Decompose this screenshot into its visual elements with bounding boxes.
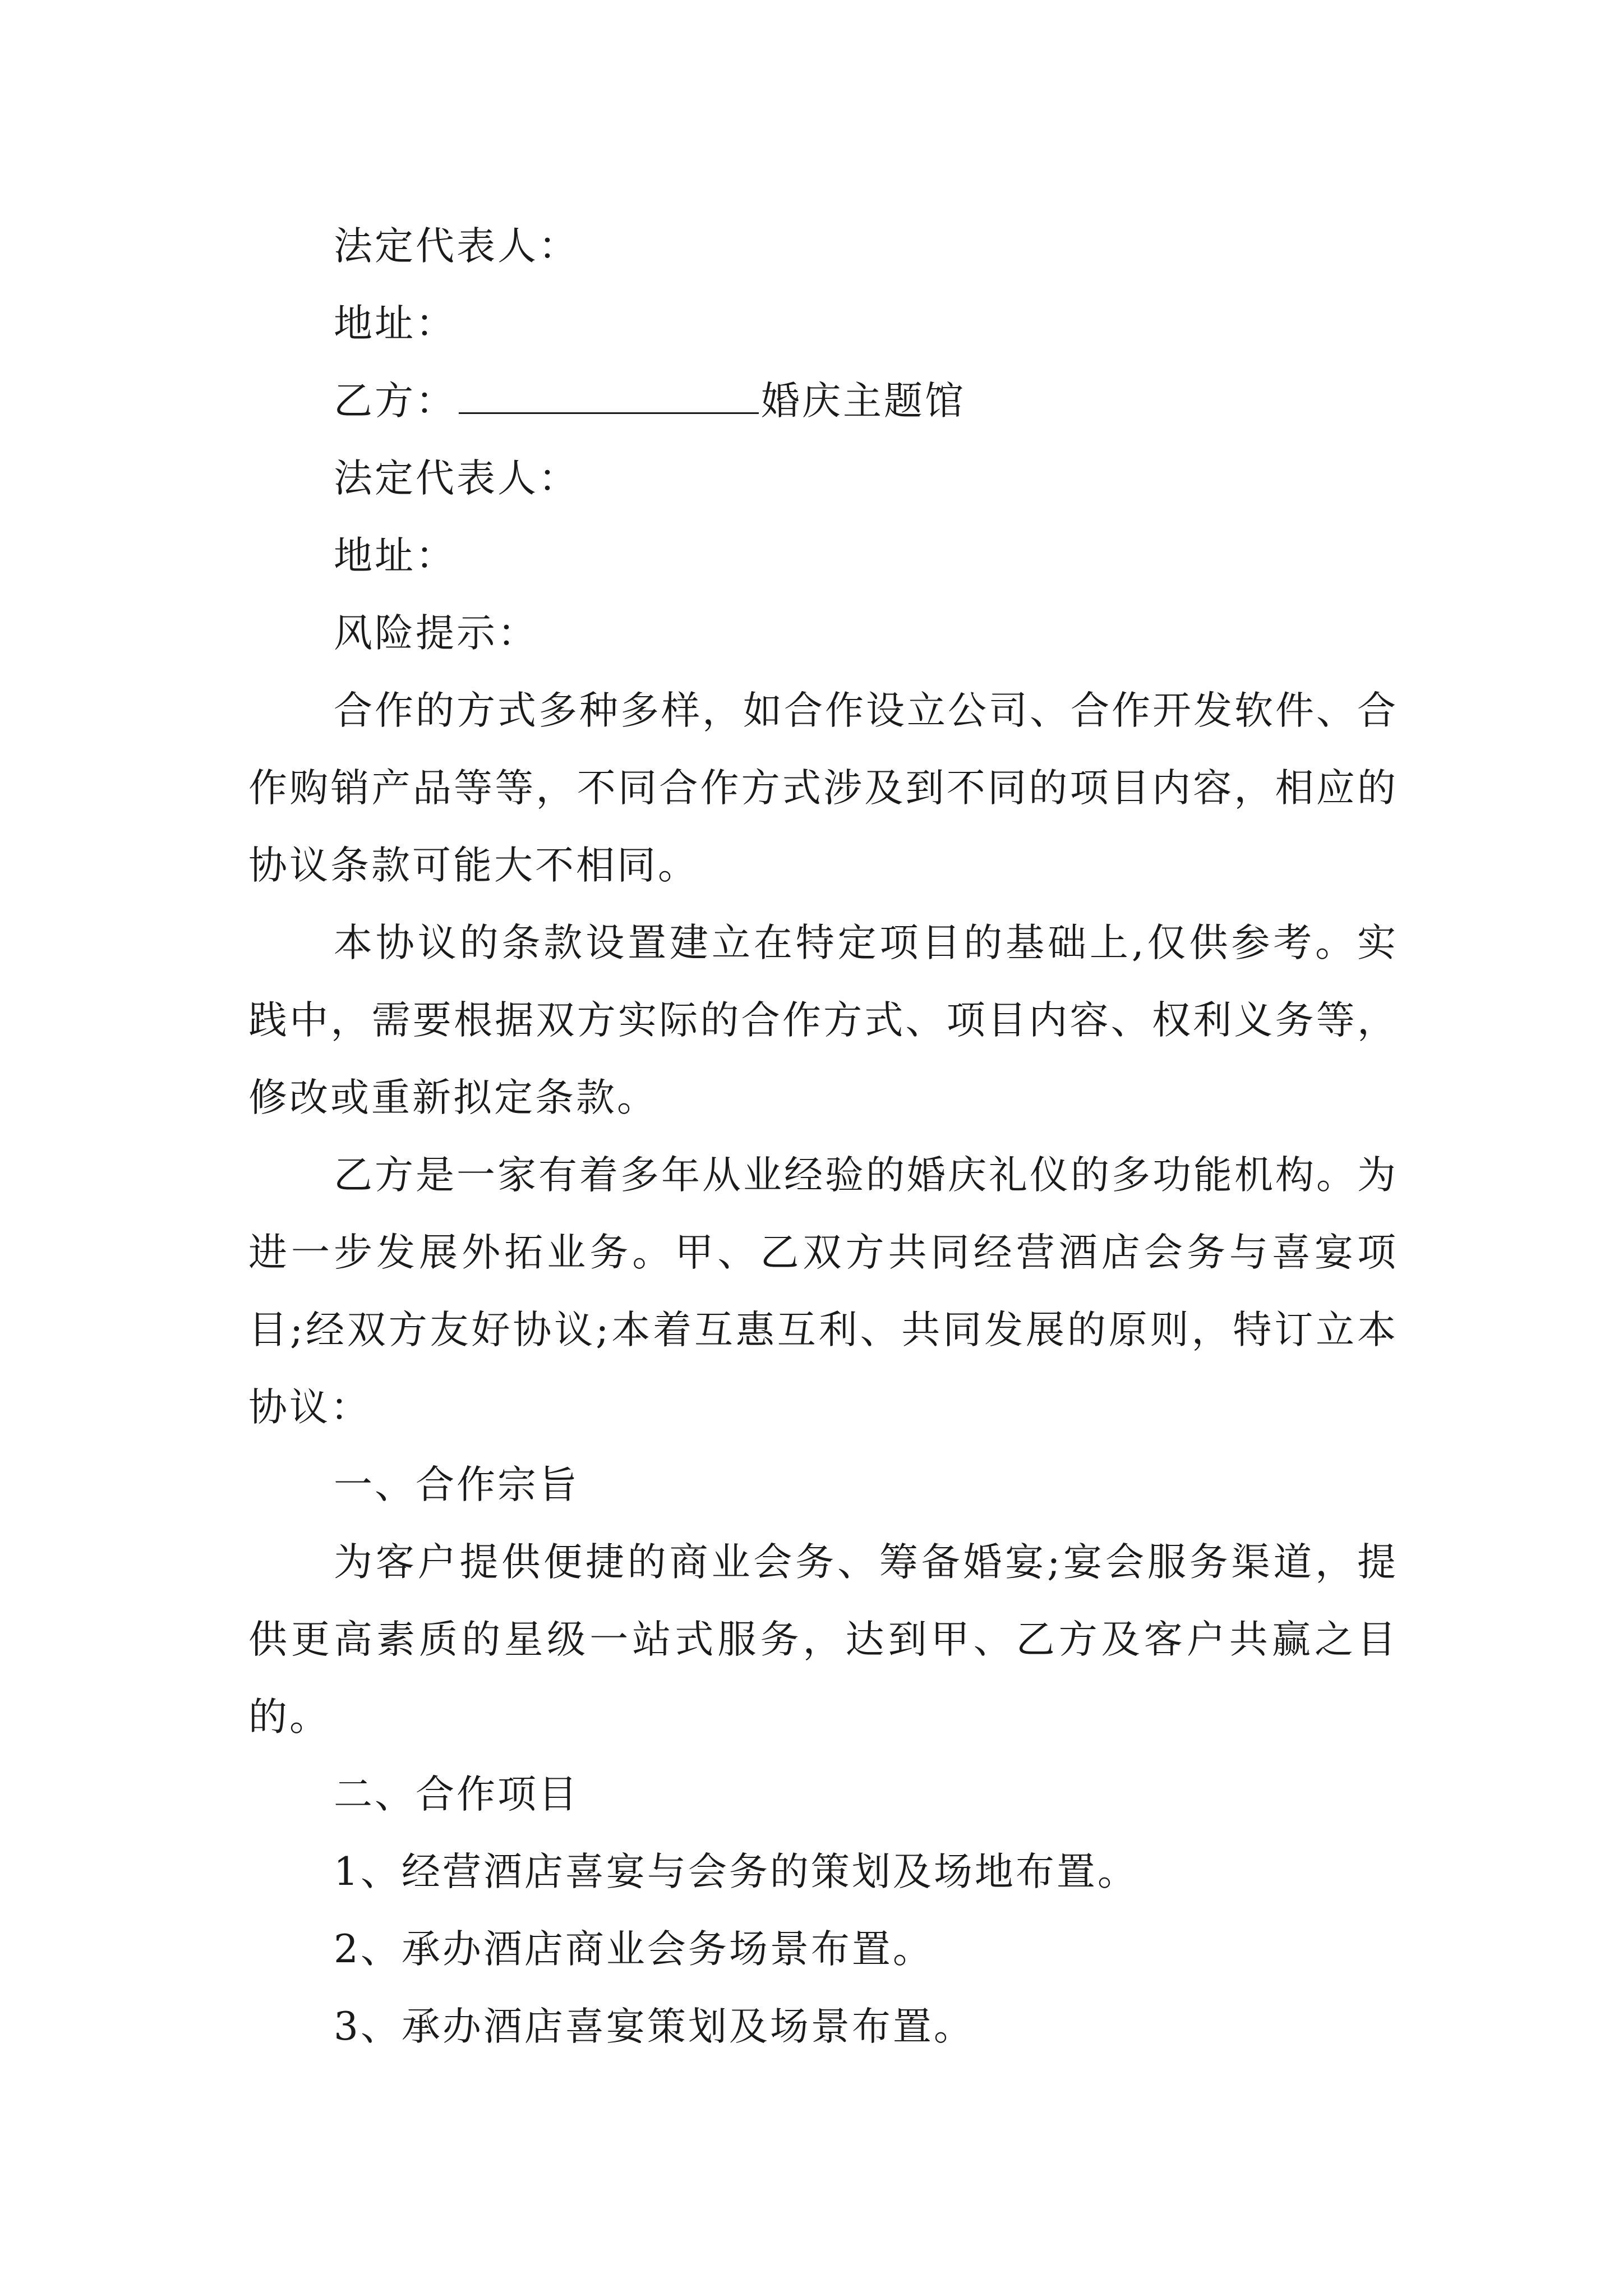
risk-notice-paragraph-2: 本协议的条款设置建立在特定项目的基础上,仅供参考。实践中，需要根据双方实际的合作方式、项目内容、权利义务等，修改或重新拟定条款。 <box>248 921 1398 1120</box>
party-b-label: 乙方： <box>334 379 457 424</box>
party-b-line <box>248 362 1398 440</box>
intro-paragraph: 乙方是一家有着多年从业经验的婚庆礼仪的多功能机构。为进一步发展外拓业务。甲、乙双方共同经营酒店会务与喜宴项目;经双方友好协议;本着互惠互利、共同发展的原则，特订立本协议： <box>248 1153 1398 1430</box>
party-b-legal-rep-label: 法定代表人： <box>334 456 579 501</box>
party-b-name-blank <box>459 379 759 414</box>
section-1-heading: 一、合作宗旨 <box>334 1462 579 1507</box>
section-2-item-3: 3、承办酒店喜宴策划及场景布置。 <box>334 2004 975 2049</box>
party-a-legal-rep-label: 法定代表人： <box>334 224 579 269</box>
risk-notice-heading: 风险提示： <box>334 611 538 656</box>
party-a-address-label: 地址： <box>334 301 457 346</box>
document-body <box>248 208 1398 2065</box>
section-2-item-1: 1、经营酒店喜宴与会务的策划及场地布置。 <box>334 1849 1138 1894</box>
party-b-name-suffix: 婚庆主题馆 <box>761 379 966 424</box>
risk-notice-paragraph-1: 合作的方式多种多样，如合作设立公司、合作开发软件、合作购销产品等等，不同合作方式涉及到不同的项目内容，相应的协议条款可能大不相同。 <box>248 688 1398 888</box>
section-1-paragraph: 为客户提供便捷的商业会务、筹备婚宴;宴会服务渠道，提供更高素质的星级一站式服务，达到甲、乙方及客户共赢之目的。 <box>248 1540 1398 1740</box>
section-2-heading: 二、合作项目 <box>334 1772 579 1817</box>
party-b-address-label: 地址： <box>334 533 457 578</box>
section-2-item-2: 2、承办酒店商业会务场景布置。 <box>334 1927 934 1972</box>
